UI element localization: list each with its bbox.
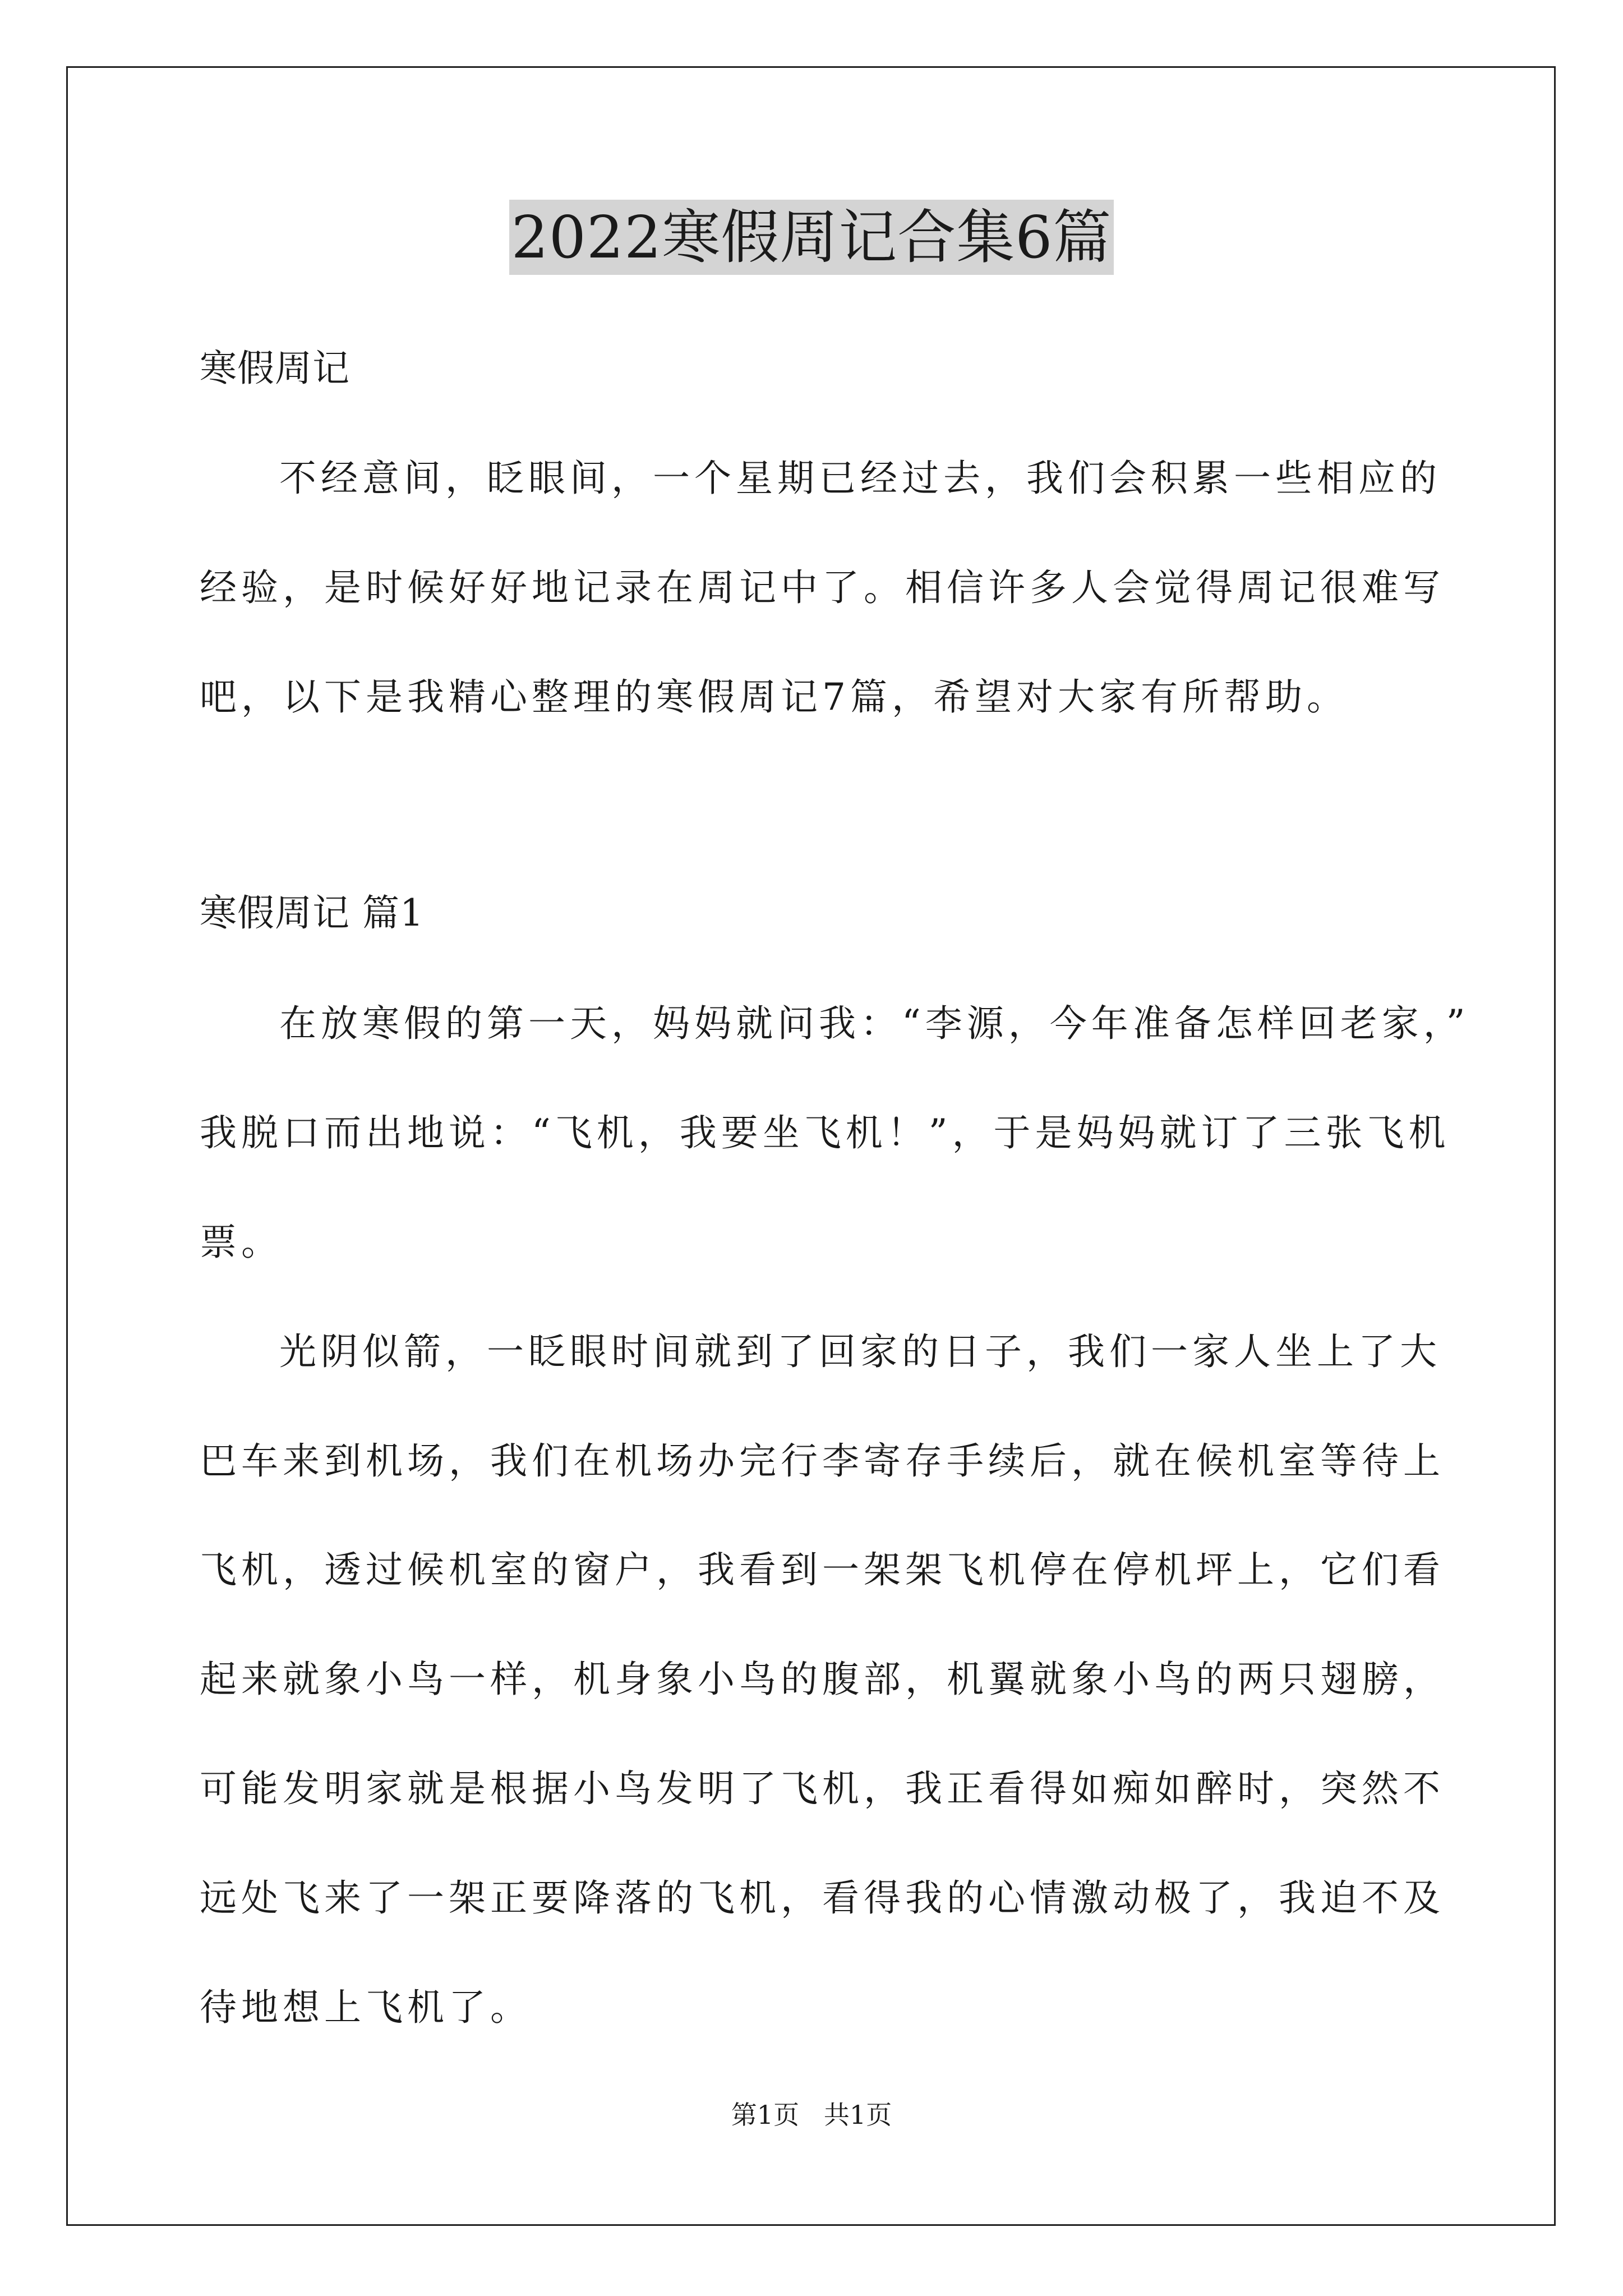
section-line-3: 票。 (200, 1221, 283, 1264)
section-line-7: 起来就象小鸟一样，机身象小鸟的腹部，机翼就象小鸟的两只翅膀， (200, 1658, 1445, 1701)
intro-line-1: 不经意间，眨眼间，一个星期已经过去，我们会积累一些相应的 (279, 457, 1441, 500)
section-line-4: 光阴似箭，一眨眼时间就到了回家的日子，我们一家人坐上了大 (279, 1330, 1441, 1373)
section-line-1: 在放寒假的第一天，妈妈就问我：“李源，今年准备怎样回老家，” (279, 1002, 1470, 1045)
section-line-6: 飞机，透过候机室的窗户，我看到一架架飞机停在停机坪上，它们看 (200, 1548, 1445, 1591)
intro-line-2: 经验，是时候好好地记录在周记中了。相信许多人会觉得周记很难写 (200, 566, 1445, 609)
section-heading: 寒假周记 篇1 (200, 891, 424, 935)
section-line-5: 巴车来到机场，我们在机场办完行李寄存手续后，就在候机室等待上 (200, 1439, 1445, 1483)
document-title-text: 2022寒假周记合集6篇 (509, 200, 1114, 275)
section-line-8: 可能发明家就是根据小鸟发明了飞机，我正看得如痴如醉时，突然不 (200, 1767, 1445, 1810)
section-line-9: 远处飞来了一架正要降落的飞机，看得我的心情激动极了，我迫不及 (200, 1876, 1445, 1920)
page-footer: 第1页 共1页 (731, 2100, 892, 2130)
intro-line-3: 吧，以下是我精心整理的寒假周记7篇，希望对大家有所帮助。 (200, 675, 1348, 719)
intro-heading: 寒假周记 (200, 347, 350, 390)
section-line-2: 我脱口而出地说：“飞机，我要坐飞机！”，于是妈妈就订了三张飞机 (200, 1111, 1450, 1154)
section-line-10: 待地想上飞机了。 (200, 1986, 532, 2029)
document-title (0, 195, 1623, 279)
